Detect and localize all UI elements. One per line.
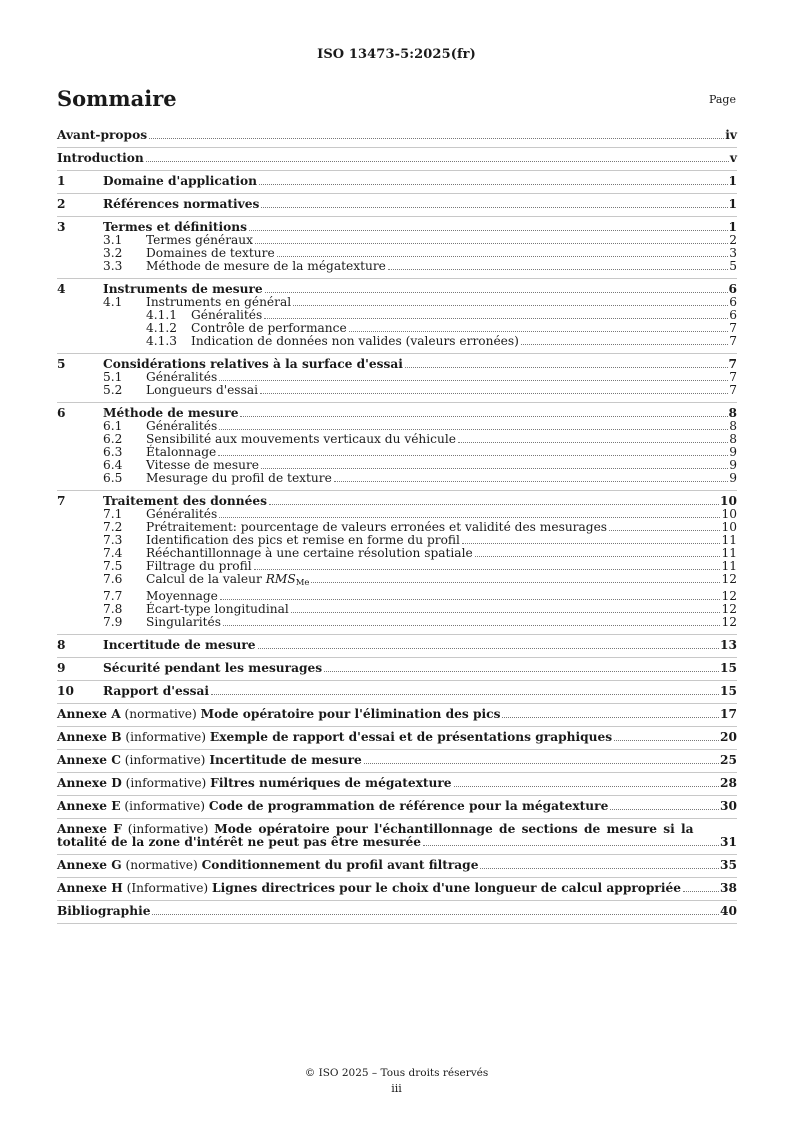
toc-label: Mesurage du profil de texture <box>146 471 332 485</box>
dot-leader <box>610 809 719 810</box>
toc-number: 7.1 <box>103 507 123 521</box>
dot-leader <box>219 429 728 430</box>
toc-page: 1 <box>728 197 737 211</box>
toc-number: 6.4 <box>103 458 123 472</box>
toc-label <box>57 731 612 744</box>
toc-page: 6 <box>729 295 737 309</box>
dot-leader <box>260 393 728 394</box>
annex-title: Incertitude de mesure <box>209 753 362 767</box>
toc-page: 12 <box>721 589 737 603</box>
toc-page: 25 <box>720 753 737 767</box>
toc-number: 5 <box>57 357 66 371</box>
dot-leader <box>219 517 720 518</box>
dot-leader <box>255 243 728 244</box>
toc-number: 4.1 <box>103 295 123 309</box>
toc-page: 8 <box>728 406 737 420</box>
toc-entry-annex-b[interactable] <box>57 727 737 744</box>
annex-title: Filtres numériques de mégatexture <box>210 776 452 790</box>
dot-leader <box>502 717 719 718</box>
toc-number: 8 <box>57 638 66 652</box>
toc-number: 10 <box>57 684 74 698</box>
toc-page: 15 <box>720 684 737 698</box>
toc-entry-section-10[interactable] <box>57 681 737 698</box>
dot-leader <box>364 763 719 764</box>
toc-number: 5.2 <box>103 383 123 397</box>
toc-page: 11 <box>721 559 737 573</box>
toc-label: Écart-type longitudinal <box>146 602 289 616</box>
toc-entry-avant-propos[interactable] <box>57 129 737 142</box>
dot-leader <box>258 648 720 649</box>
dot-leader <box>311 582 720 583</box>
dot-leader <box>609 530 720 531</box>
toc-page: 6 <box>729 308 737 322</box>
toc-entry-section-5-2[interactable] <box>57 384 737 397</box>
annex-type: (normative) <box>121 858 202 872</box>
toc-number: 7.8 <box>103 602 123 616</box>
toc-page: 10 <box>721 520 737 534</box>
annex-type: (informative) <box>121 822 215 836</box>
dot-leader <box>480 868 719 869</box>
toc-number: 6.3 <box>103 445 123 459</box>
annex-id: Annexe E <box>57 799 121 813</box>
toc-label: Références normatives <box>103 197 260 211</box>
toc-page: 2 <box>729 233 737 247</box>
dot-leader <box>264 318 728 319</box>
toc-number: 6.1 <box>103 419 123 433</box>
annex-id: Annexe C <box>57 753 121 767</box>
dot-leader <box>146 161 729 162</box>
toc-page: 13 <box>720 638 737 652</box>
dot-leader <box>152 914 719 915</box>
dot-leader <box>249 230 728 231</box>
dot-leader <box>259 184 728 185</box>
copyright-footer: © ISO 2025 – Tous droits réservés <box>304 1067 489 1079</box>
toc-number: 6.5 <box>103 471 123 485</box>
dot-leader <box>423 845 719 846</box>
toc-label <box>57 859 478 872</box>
annex-title-line1: Mode opératoire pour l'échantillonnage de sections de mesure si la <box>214 822 694 836</box>
toc-page: 9 <box>729 471 737 485</box>
toc-label: Vitesse de mesure <box>146 458 259 472</box>
toc-label: Termes et définitions <box>103 220 247 234</box>
toc-page: 11 <box>721 546 737 560</box>
toc-label: Traitement des données <box>103 494 268 508</box>
annex-id: Annexe G <box>57 858 122 872</box>
page-title: Sommaire <box>57 86 177 111</box>
document-header: ISO 13473-5:2025(fr) <box>317 47 476 62</box>
toc-label: Prétraitement: pourcentage de valeurs erronées et validité des mesurages <box>146 520 608 534</box>
toc-page: 7 <box>729 321 737 335</box>
dot-leader <box>405 367 728 368</box>
toc-entry-section-7-6[interactable] <box>57 573 737 590</box>
annex-title: Lignes directrices pour le choix d'une longueur de calcul appropriée <box>212 881 681 895</box>
toc-entry-annex-g[interactable] <box>57 855 737 872</box>
toc-entry-annex-h[interactable] <box>57 878 737 895</box>
toc-number: 7.5 <box>103 559 123 573</box>
dot-leader <box>261 207 727 208</box>
annex-type: (informative) <box>121 730 210 744</box>
dot-leader <box>349 331 729 332</box>
toc-entry-bibliographie[interactable] <box>57 901 737 918</box>
toc-page: 7 <box>729 334 737 348</box>
toc-entry-section-5[interactable] <box>57 354 737 371</box>
toc-label: Méthode de mesure de la mégatexture <box>146 259 386 273</box>
toc-page: 10 <box>720 494 737 508</box>
toc-page: 12 <box>721 572 737 586</box>
toc-page: 8 <box>729 432 737 446</box>
toc-entry-section-8[interactable] <box>57 635 737 652</box>
toc-label: Longueurs d'essai <box>146 383 258 397</box>
toc-entry-section-9[interactable] <box>57 658 737 675</box>
toc-label: Singularités <box>146 615 221 629</box>
toc-page: 12 <box>721 602 737 616</box>
toc-page: 28 <box>720 776 737 790</box>
toc-page: 10 <box>721 507 737 521</box>
toc-label: Identification des pics et remise en forme du profil <box>146 533 460 547</box>
dot-leader <box>211 694 719 695</box>
toc-entry-annex-a[interactable] <box>57 704 737 721</box>
annex-id: Annexe B <box>57 730 122 744</box>
toc-label: Domaine d'application <box>103 174 257 188</box>
annex-f-line-2 <box>57 836 737 849</box>
toc-entry-introduction[interactable] <box>57 148 737 165</box>
dot-leader <box>240 416 727 417</box>
toc-page: 38 <box>720 881 737 895</box>
rms-variable: RMS <box>265 572 296 586</box>
dot-leader <box>334 481 728 482</box>
dot-leader <box>462 543 721 544</box>
toc-label: Filtrage du profil <box>146 559 252 573</box>
toc-entry-section-1[interactable] <box>57 171 737 188</box>
dot-leader <box>220 599 721 600</box>
toc-entry-section-4[interactable] <box>57 279 737 296</box>
toc-entry-annex-c[interactable] <box>57 750 737 767</box>
toc-label: Méthode de mesure <box>103 406 239 420</box>
dot-leader <box>475 556 721 557</box>
toc-page: iv <box>725 128 737 142</box>
toc-label <box>57 800 608 813</box>
annex-type: (informative) <box>121 776 211 790</box>
toc-page: 17 <box>720 707 737 721</box>
dot-leader <box>293 305 728 306</box>
toc-number: 4.1.3 <box>146 334 178 348</box>
toc-entry-section-3[interactable] <box>57 217 737 234</box>
toc-label: Indication de données non valides (valeurs erronées) <box>191 334 519 348</box>
toc-label: Instruments en général <box>146 295 292 309</box>
toc-number: 4 <box>57 282 66 296</box>
toc-page: 3 <box>729 246 737 260</box>
toc-number: 3.1 <box>103 233 123 247</box>
toc-entry-section-6[interactable] <box>57 403 737 420</box>
page-number: iii <box>391 1082 402 1095</box>
toc-entry-section-7[interactable] <box>57 491 737 508</box>
toc-label: Termes généraux <box>146 233 254 247</box>
rms-subscript: Me <box>295 578 310 588</box>
toc-label: Incertitude de mesure <box>103 638 256 652</box>
toc-label: Moyennage <box>146 589 218 603</box>
annex-id: Annexe D <box>57 776 122 790</box>
toc-number: 4.1.2 <box>146 321 178 335</box>
toc-page: 35 <box>720 858 737 872</box>
toc-page: 7 <box>729 370 737 384</box>
toc-page: 1 <box>728 174 737 188</box>
toc-number: 1 <box>57 174 66 188</box>
toc-label: Sensibilité aux mouvements verticaux du véhicule <box>146 432 456 446</box>
toc-number: 7.9 <box>103 615 123 629</box>
toc-page: 6 <box>728 282 737 296</box>
toc-number: 3.3 <box>103 259 123 273</box>
toc-label: Généralités <box>146 370 218 384</box>
toc-entry-section-6-5[interactable] <box>57 472 737 485</box>
toc-entry-section-2[interactable] <box>57 194 737 211</box>
dot-leader <box>269 504 719 505</box>
toc-page: 31 <box>720 835 737 849</box>
annex-type: (normative) <box>120 707 201 721</box>
toc-label <box>57 882 681 895</box>
toc-label: Généralités <box>191 308 263 322</box>
toc-label: Contrôle de performance <box>191 321 347 335</box>
toc-label: Avant-propos <box>57 128 148 142</box>
toc-label: Sécurité pendant les mesurages <box>103 661 323 675</box>
toc-page: 7 <box>728 357 737 371</box>
dot-leader <box>388 269 728 270</box>
toc-page: 1 <box>728 220 737 234</box>
toc-label <box>146 573 309 590</box>
toc-label: Rapport d'essai <box>103 684 210 698</box>
annex-type: (informative) <box>120 753 210 767</box>
dot-leader <box>265 292 728 293</box>
toc-label: Domaines de texture <box>146 246 275 260</box>
toc-label: Introduction <box>57 151 144 165</box>
toc-page: 9 <box>729 458 737 472</box>
dot-leader <box>683 891 719 892</box>
annex-title: Conditionnement du profil avant filtrage <box>201 858 479 872</box>
toc-page: 30 <box>720 799 737 813</box>
toc-number: 9 <box>57 661 66 675</box>
toc-entry-section-7-9[interactable] <box>57 616 737 629</box>
toc-page: 11 <box>721 533 737 547</box>
separator <box>57 923 737 924</box>
toc-number: 2 <box>57 197 66 211</box>
toc-page: 8 <box>729 419 737 433</box>
annex-id: Annexe A <box>57 707 121 721</box>
toc-number: 5.1 <box>103 370 123 384</box>
toc-label: Généralités <box>146 419 218 433</box>
toc-number: 7.2 <box>103 520 123 534</box>
annex-type: (Informative) <box>122 881 213 895</box>
toc-label <box>57 754 362 767</box>
toc-label: Généralités <box>146 507 218 521</box>
dot-leader <box>291 612 721 613</box>
toc-label: Considérations relatives à la surface d'essai <box>103 357 403 371</box>
annex-title: Exemple de rapport d'essai et de présentations graphiques <box>209 730 613 744</box>
dot-leader <box>218 455 728 456</box>
toc-label-prefix: Calcul de la valeur <box>146 572 266 586</box>
dot-leader <box>223 625 720 626</box>
toc-entry-annex-d[interactable] <box>57 773 737 790</box>
dot-leader <box>458 442 728 443</box>
toc-entry-annex-f[interactable] <box>57 819 737 849</box>
toc-page: 9 <box>729 445 737 459</box>
dot-leader <box>614 740 719 741</box>
toc-label: Rééchantillonnage à une certaine résolution spatiale <box>146 546 473 560</box>
toc-number: 7.7 <box>103 589 123 603</box>
annex-title: Mode opératoire pour l'élimination des pics <box>200 707 501 721</box>
toc-number: 7.6 <box>103 572 123 586</box>
table-of-contents <box>57 129 737 924</box>
toc-number: 7.3 <box>103 533 123 547</box>
toc-entry-annex-e[interactable] <box>57 796 737 813</box>
dot-leader <box>521 344 728 345</box>
toc-page: 7 <box>729 383 737 397</box>
toc-page: 15 <box>720 661 737 675</box>
annex-id: Annexe F <box>57 822 122 836</box>
toc-entry-section-4-1-3[interactable] <box>57 335 737 348</box>
annex-title-line2: totalité de la zone d'intérêt ne peut pas être mesurée <box>57 835 422 849</box>
toc-page: 5 <box>729 259 737 273</box>
toc-label <box>57 708 500 721</box>
page-column-label: Page <box>708 93 736 106</box>
dot-leader <box>324 671 719 672</box>
toc-page: 20 <box>720 730 737 744</box>
dot-leader <box>149 138 724 139</box>
toc-number: 7 <box>57 494 66 508</box>
toc-number: 3.2 <box>103 246 123 260</box>
dot-leader <box>254 569 721 570</box>
annex-title: Code de programmation de référence pour la mégatexture <box>208 799 609 813</box>
toc-number: 4.1.1 <box>146 308 178 322</box>
dot-leader <box>454 786 719 787</box>
dot-leader <box>219 380 728 381</box>
dot-leader <box>277 256 729 257</box>
toc-number: 6.2 <box>103 432 123 446</box>
toc-entry-section-3-3[interactable] <box>57 260 737 273</box>
toc-number: 6 <box>57 406 66 420</box>
annex-id: Annexe H <box>57 881 123 895</box>
toc-label <box>57 777 452 790</box>
toc-label: Étalonnage <box>146 445 217 459</box>
toc-label: Bibliographie <box>57 904 151 918</box>
dot-leader <box>261 468 728 469</box>
toc-page: 40 <box>720 904 737 918</box>
toc-page: v <box>729 151 737 165</box>
toc-page: 12 <box>721 615 737 629</box>
toc-number: 7.4 <box>103 546 123 560</box>
annex-type: (informative) <box>120 799 209 813</box>
toc-number: 3 <box>57 220 66 234</box>
toc-label: Instruments de mesure <box>103 282 263 296</box>
